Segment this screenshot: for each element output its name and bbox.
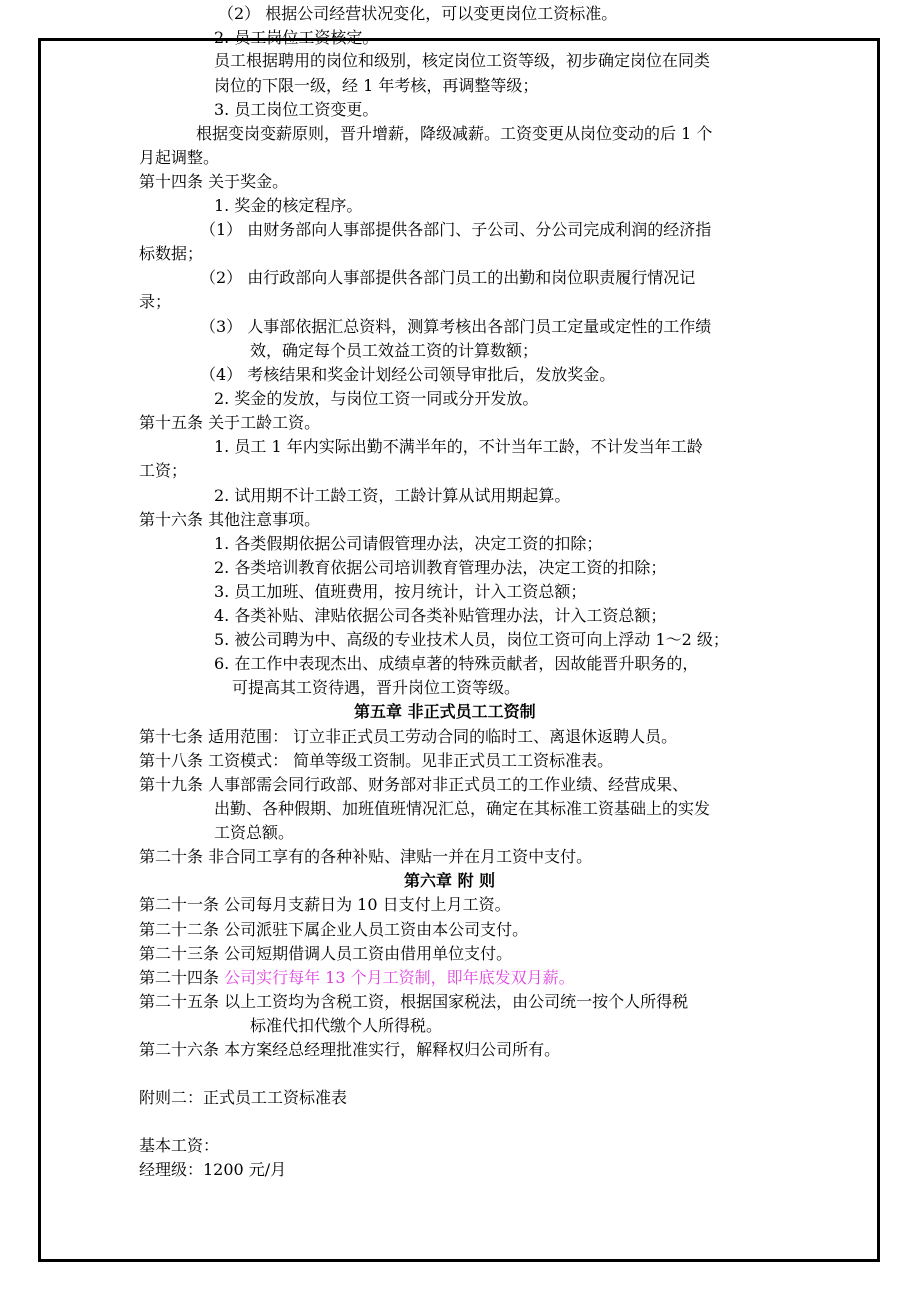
text-line: 出勤、各种假期、加班值班情况汇总，确定在其标准工资基础上的实发 bbox=[214, 799, 711, 818]
text-line: 1. 奖金的核定程序。 bbox=[214, 196, 363, 215]
text-line: 3. 员工岗位工资变更。 bbox=[214, 100, 379, 119]
text-line: 录； bbox=[139, 292, 172, 311]
text-line: 效，确定每个员工效益工资的计算数额； bbox=[250, 341, 539, 360]
text-line: （3） 人事部依据汇总资料，测算考核出各部门员工定量或定性的工作绩 bbox=[200, 317, 712, 336]
chapter-heading: 第五章 非正式员工工资制 bbox=[354, 702, 536, 721]
text-line: 5. 被公司聘为中、高级的专业技术人员，岗位工资可向上浮动 1～2 级； bbox=[214, 630, 729, 649]
chapter-heading: 第六章 附 则 bbox=[404, 871, 496, 890]
text-line: 第二十一条 公司每月支薪日为 10 日支付上月工资。 bbox=[139, 895, 511, 914]
text-line: 员工根据聘用的岗位和级别，核定岗位工资等级，初步确定岗位在同类 bbox=[214, 51, 711, 70]
text-line: 第十七条 适用范围： 订立非正式员工劳动合同的临时工、离退休返聘人员。 bbox=[139, 727, 678, 746]
text-line: 第二十六条 本方案经总经理批准实行，解释权归公司所有。 bbox=[139, 1040, 561, 1059]
text-line: 2. 员工岗位工资核定。 bbox=[214, 28, 379, 47]
text-line: 可提高其工资待遇，晋升岗位工资等级。 bbox=[232, 678, 521, 697]
text-line: 工资； bbox=[139, 461, 188, 480]
article-heading: 第十四条 关于奖金。 bbox=[139, 172, 289, 191]
article-heading: 第十六条 其他注意事项。 bbox=[139, 510, 321, 529]
text-line: （2） 根据公司经营状况变化，可以变更岗位工资标准。 bbox=[218, 4, 618, 23]
text-line: （2） 由行政部向人事部提供各部门员工的出勤和岗位职责履行情况记 bbox=[200, 268, 696, 287]
text-line: 4. 各类补贴、津贴依据公司各类补贴管理办法，计入工资总额； bbox=[214, 606, 667, 625]
text-line: 月起调整。 bbox=[139, 148, 220, 167]
text-line: （1） 由财务部向人事部提供各部门、子公司、分公司完成利润的经济指 bbox=[200, 220, 712, 239]
text-line: 经理级：1200 元/月 bbox=[139, 1160, 287, 1179]
text-line: 第二十二条 公司派驻下属企业人员工资由本公司支付。 bbox=[139, 920, 529, 939]
text-line bbox=[139, 966, 575, 990]
text-line: 1. 各类假期依据公司请假管理办法，决定工资的扣除； bbox=[214, 534, 603, 553]
text-line: 1. 员工 1 年内实际出勤不满半年的，不计当年工龄，不计发当年工龄 bbox=[214, 437, 703, 456]
text-line: 第十九条 人事部需会同行政部、财务部对非正式员工的工作业绩、经营成果、 bbox=[139, 775, 689, 794]
text-line: 工资总额。 bbox=[214, 823, 295, 842]
text-line: 第二十三条 公司短期借调人员工资由借用单位支付。 bbox=[139, 944, 513, 963]
text-line: 6. 在工作中表现杰出、成绩卓著的特殊贡献者，因故能晋升职务的， bbox=[214, 654, 699, 673]
text-line: （4） 考核结果和奖金计划经公司领导审批后，发放奖金。 bbox=[200, 365, 616, 384]
text-line: 第二十条 非合同工享有的各种补贴、津贴一并在月工资中支付。 bbox=[139, 847, 593, 866]
article-label: 第二十四条 bbox=[139, 968, 225, 987]
text-line: 标数据； bbox=[139, 244, 204, 263]
article-heading: 第十五条 关于工龄工资。 bbox=[139, 413, 321, 432]
text-line: 3. 员工加班、值班费用，按月统计，计入工资总额； bbox=[214, 582, 587, 601]
text-line: 基本工资： bbox=[139, 1136, 220, 1155]
text-line: 第十八条 工资模式： 简单等级工资制。见非正式员工工资标准表。 bbox=[139, 751, 614, 770]
appendix-title: 附则二：正式员工工资标准表 bbox=[139, 1088, 348, 1107]
text-line: 2. 试用期不计工龄工资，工龄计算从试用期起算。 bbox=[214, 486, 571, 505]
text-line: 岗位的下限一级，经 1 年考核，再调整等级； bbox=[214, 76, 539, 95]
text-line: 2. 各类培训教育依据公司培训教育管理办法，决定工资的扣除； bbox=[214, 558, 667, 577]
text-line: 2. 奖金的发放，与岗位工资一同或分开发放。 bbox=[214, 389, 539, 408]
text-line: 标准代扣代缴个人所得税。 bbox=[250, 1016, 443, 1035]
text-line: 根据变岗变薪原则，晋升增薪，降级减薪。工资变更从岗位变动的后 1 个 bbox=[196, 124, 713, 143]
text-line: 第二十五条 以上工资均为含税工资，根据国家税法，由公司统一按个人所得税 bbox=[139, 992, 689, 1011]
highlighted-text: 公司实行每年 13 个月工资制，即年底发双月薪。 bbox=[224, 968, 575, 987]
